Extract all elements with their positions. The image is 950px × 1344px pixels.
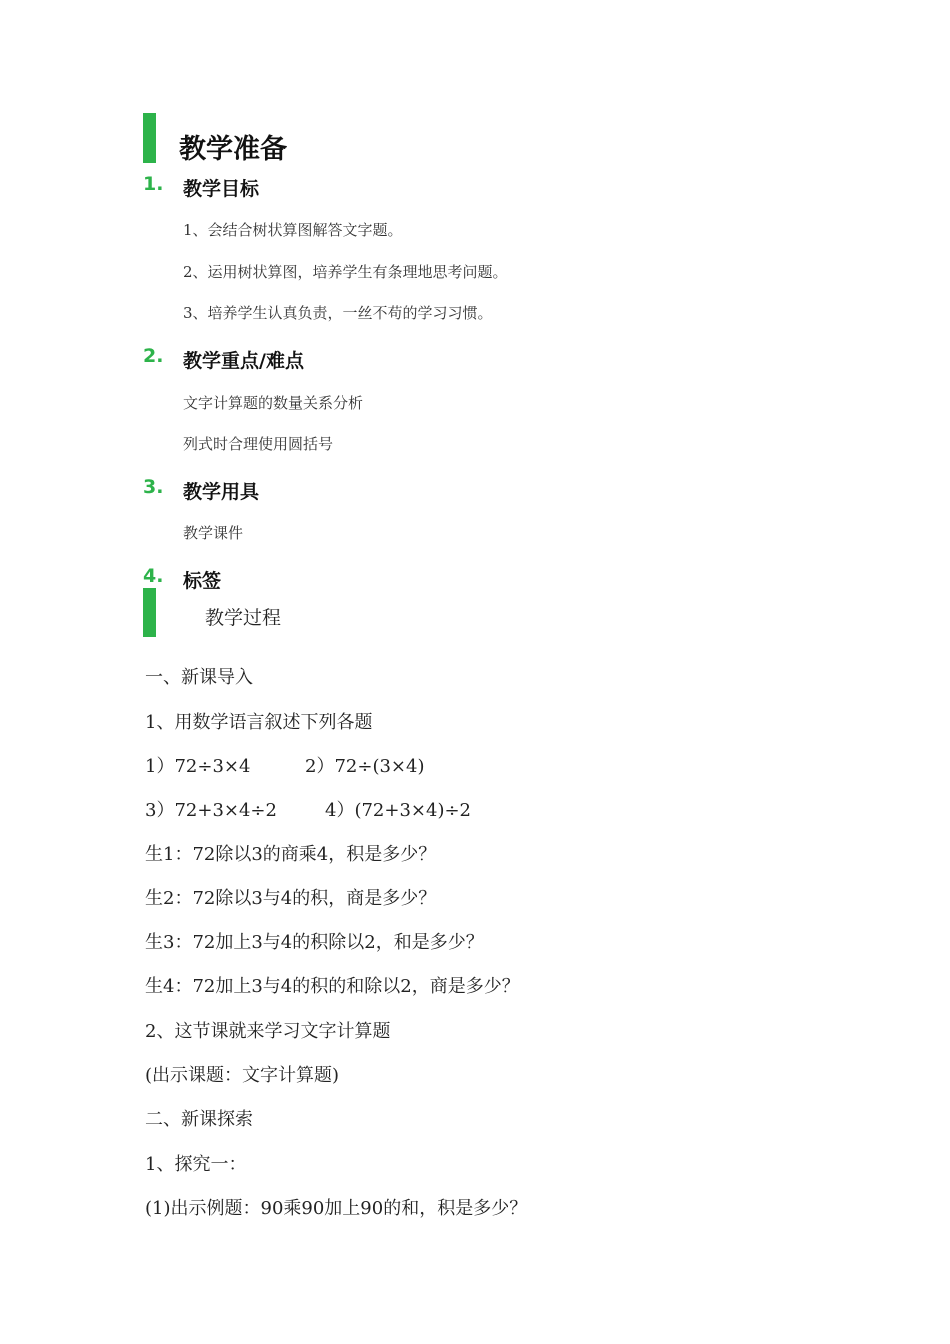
body-line: 1、探究一： <box>145 1154 247 1175</box>
body-line: 2、这节课就来学习文字计算题 <box>145 1021 391 1042</box>
body-line: 4）(72+3×4)÷2 <box>325 800 472 821</box>
tool-item: 教学课件 <box>183 524 244 542</box>
section-number: 4. <box>143 565 164 587</box>
body-line: 2）72÷(3×4) <box>305 756 425 777</box>
section-number: 3. <box>143 476 164 498</box>
body-line: (出示课题：文字计算题) <box>145 1065 340 1086</box>
section-title-goals: 教学目标 <box>183 178 260 200</box>
body-line: 生3：72加上3与4的积除以2，和是多少？ <box>145 932 484 953</box>
body-line: 一、新课导入 <box>145 667 253 688</box>
key-point-item: 列式时合理使用圆括号 <box>183 435 334 453</box>
prep-title: 教学准备 <box>179 134 287 165</box>
section-title-key-points: 教学重点/难点 <box>183 350 304 372</box>
goal-item: 1、会结合树状算图解答文字题。 <box>183 221 403 239</box>
key-point-item: 文字计算题的数量关系分析 <box>183 394 364 412</box>
body-line: 1）72÷3×4 <box>145 756 251 777</box>
body-line: (1)出示例题：90乘90加上90的和，积是多少？ <box>145 1198 528 1219</box>
section-number: 1. <box>143 173 164 195</box>
body-line: 二、新课探索 <box>145 1109 253 1130</box>
body-line: 生2：72除以3与4的积，商是多少？ <box>145 888 437 909</box>
body-line: 生1：72除以3的商乘4，积是多少？ <box>145 844 437 865</box>
section-accent-bar <box>143 113 156 163</box>
body-line: 生4：72加上3与4的积的和除以2，商是多少？ <box>145 976 520 997</box>
section-title-tags: 标签 <box>183 570 222 592</box>
body-line: 3）72+3×4÷2 <box>145 800 277 821</box>
goal-item: 2、运用树状算图，培养学生有条理地思考问题。 <box>183 263 508 281</box>
section-title-tools: 教学用具 <box>183 481 260 503</box>
section-number: 2. <box>143 345 164 367</box>
body-line: 1、用数学语言叙述下列各题 <box>145 712 373 733</box>
goal-item: 3、培养学生认真负责，一丝不苟的学习习惯。 <box>183 304 493 322</box>
section-accent-bar <box>143 588 156 637</box>
process-title: 教学过程 <box>205 607 282 629</box>
